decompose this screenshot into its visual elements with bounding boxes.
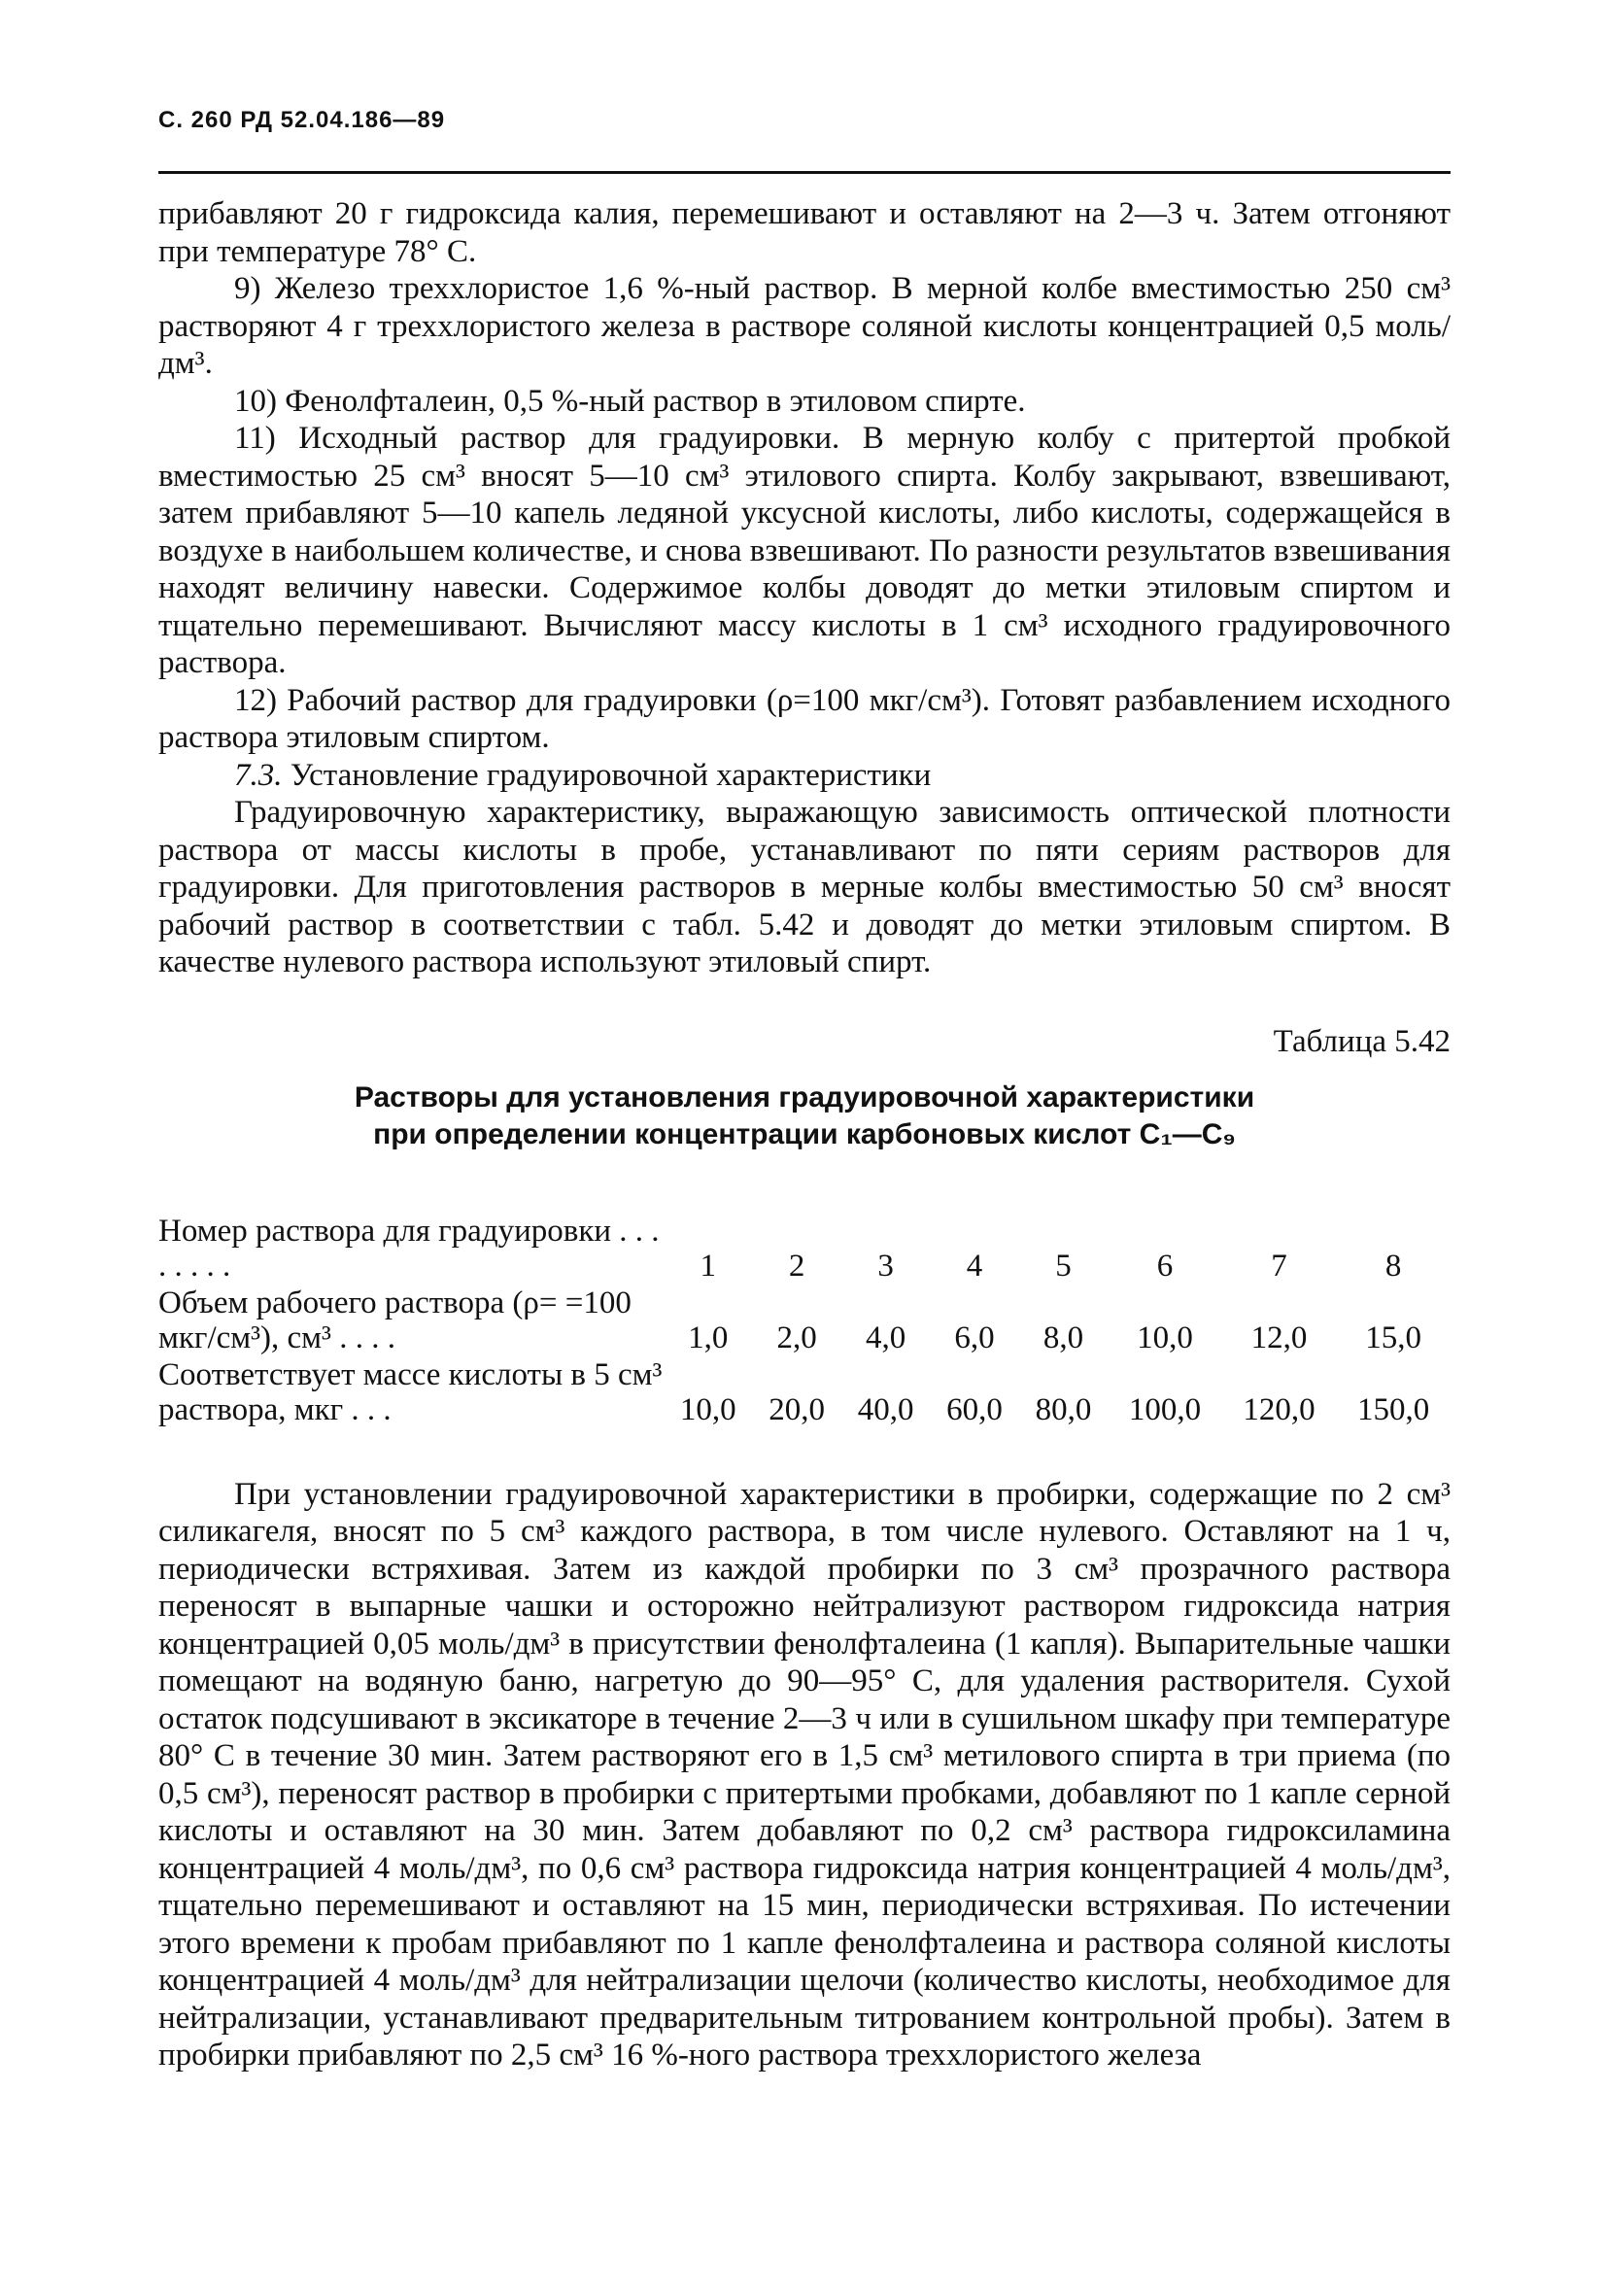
table-cell: 120,0 (1243, 1391, 1316, 1427)
document-page (158, 107, 1451, 2074)
table-cell: 4 (966, 1248, 983, 1284)
table-cell: 1,0 (688, 1319, 729, 1355)
section-title: Установление градуировочной характеристики (290, 757, 932, 793)
section-number: 7.3. (234, 757, 283, 793)
table-cell: 5 (1055, 1248, 1072, 1284)
table-cell: 100,0 (1128, 1391, 1202, 1427)
table-cell: 20,0 (769, 1391, 826, 1427)
table-cell: 2,0 (776, 1319, 817, 1355)
table-cell: 3 (877, 1248, 894, 1284)
paragraph: 9) Железо треххлористое 1,6 %-ный раствор. В мерной колбе вместимостью 250 см³ растворяют 4 г треххлористого железа в растворе соляной кислоты концентрацией 0,5 моль/дм³. (158, 271, 1451, 381)
table-cell: 80,0 (1035, 1391, 1092, 1427)
calibration-table (158, 1214, 1451, 1429)
paragraph: 10) Фенолфталеин, 0,5 %-ный раствор в этиловом спирте. (234, 383, 1026, 419)
row-label: Соответствует массе кислоты в 5 см³ раствора, мкг . . . (158, 1356, 663, 1427)
table-cell: 1 (700, 1248, 716, 1284)
paragraph: Градуировочную характеристику, выражающую зависимость оптической плотности раствора от массы кислоты в пробе, устанавливают по пяти сериям растворов для градуировки. Для приготовления растворов в мерные колбы вместимостью 50 см³ вносят рабочий раствор в соответствии с табл. 5.42 и доводят до метки этиловым спиртом. В качестве нулевого раствора используют этиловый спирт. (158, 795, 1451, 979)
table-cell: 6 (1156, 1248, 1174, 1284)
table-cell: 10,0 (679, 1391, 736, 1427)
table-cell: 40,0 (857, 1391, 914, 1427)
table-cell: 4,0 (865, 1319, 906, 1355)
table-label: Таблица 5.42 (1273, 1023, 1451, 1059)
table-cell: 6,0 (954, 1319, 995, 1355)
paragraph: При установлении градуировочной характеристики в пробирки, содержащие по 2 см³ силикагеля, вносят по 5 см³ каждого раствора, в том числе нулевого. Оставляют на 1 ч, периодически встряхивая. Затем из каждой пробирки по 3 см³ прозрачного раствора переносят в выпарные чашки и осторожно нейтрализуют раствором гидроксида натрия концентрацией 0,05 моль/дм³ в присутствии фенолфталеина (1 капля). Выпарительные чашки помещают на водяную баню, нагретую до 90—95° С, для удаления растворителя. Сухой остаток подсушивают в эксикаторе в течение 2—3 ч или в сушильном шкафу при температуре 80° С в течение 30 мин. Затем растворяют его в 1,5 см³ метилового спирта в три приема (по 0,5 см³), переносят раствор в пробирки с притертыми пробками, добавляют по 1 капле серной кислоты и оставляют на 30 мин. Затем добавляют по 0,2 см³ раствора гидроксиламина концентрацией 4 моль/дм³, по 0,6 см³ раствора гидроксида натрия концентрацией 4 моль/дм³, тщательно перемешивают и оставляют на 15 мин, периодически встряхивая. По истечении этого времени к пробам прибавляют по 1 капле фенолфталеина и раствора соляной кислоты концентрацией 4 моль/дм³ для нейтрализации щелочи (количество кислоты, необходимое для нейтрализации, устанавливают предварительным титрованием контрольной пробы). Затем в пробирки прибавляют по 2,5 см³ 16 %-ного раствора треххлористого железа (158, 1476, 1451, 2073)
table-cell: 7 (1271, 1248, 1287, 1284)
body-text-top (158, 195, 1451, 981)
table-title-line: при определении концентрации карбоновых кислот C₁—C₉ (373, 1117, 1236, 1150)
table-title-line: Растворы для установления градуировочной характеристики (354, 1080, 1255, 1114)
row-label: Объем рабочего раствора (ρ= =100 мкг/см³), см³ . . . . (158, 1285, 632, 1355)
row-label: Номер раствора для градуировки . . . . . . . . (158, 1213, 660, 1284)
table-cell: 150,0 (1357, 1391, 1430, 1427)
paragraph: прибавляют 20 г гидроксида калия, перемешивают и оставляют на 2—3 ч. Затем отгоняют при температуре 78° С. (158, 196, 1451, 269)
table-title (158, 1079, 1451, 1153)
table-cell: 8 (1384, 1248, 1402, 1284)
table-cell: 15,0 (1365, 1319, 1422, 1355)
table-row (158, 1285, 1451, 1357)
table-row (158, 1357, 1451, 1429)
section-heading (158, 757, 1451, 795)
paragraph: 11) Исходный раствор для градуировки. В мерную колбу с притертой пробкой вместимостью 25 см³ вносят 5—10 см³ этилового спирта. Колбу закрывают, взвешивают, затем прибавляют 5—10 капель ледяной уксусной кислоты, либо кислоты, содержащейся в воздухе в наибольшем количестве, и снова взвешивают. По разности результатов взвешивания находят величину навески. Содержимое колбы доводят до метки этиловым спиртом и тщательно перемешивают. Вычисляют массу кислоты в 1 см³ исходного градуировочного раствора. (158, 421, 1451, 680)
page-header: С. 260 РД 52.04.186—89 (158, 107, 446, 133)
body-text-bottom (158, 1476, 1451, 2074)
paragraph: 12) Рабочий раствор для градуировки (ρ=100 мкг/см³). Готовят разбавлением исходного раствора этиловым спиртом. (158, 682, 1451, 755)
header-rule (158, 171, 1451, 174)
table-row (158, 1214, 1451, 1285)
table-cell: 10,0 (1137, 1319, 1193, 1355)
table-cell: 8,0 (1042, 1319, 1084, 1355)
table-cell: 60,0 (946, 1391, 1003, 1427)
table-cell: 12,0 (1250, 1319, 1308, 1355)
table-cell: 2 (788, 1248, 805, 1284)
